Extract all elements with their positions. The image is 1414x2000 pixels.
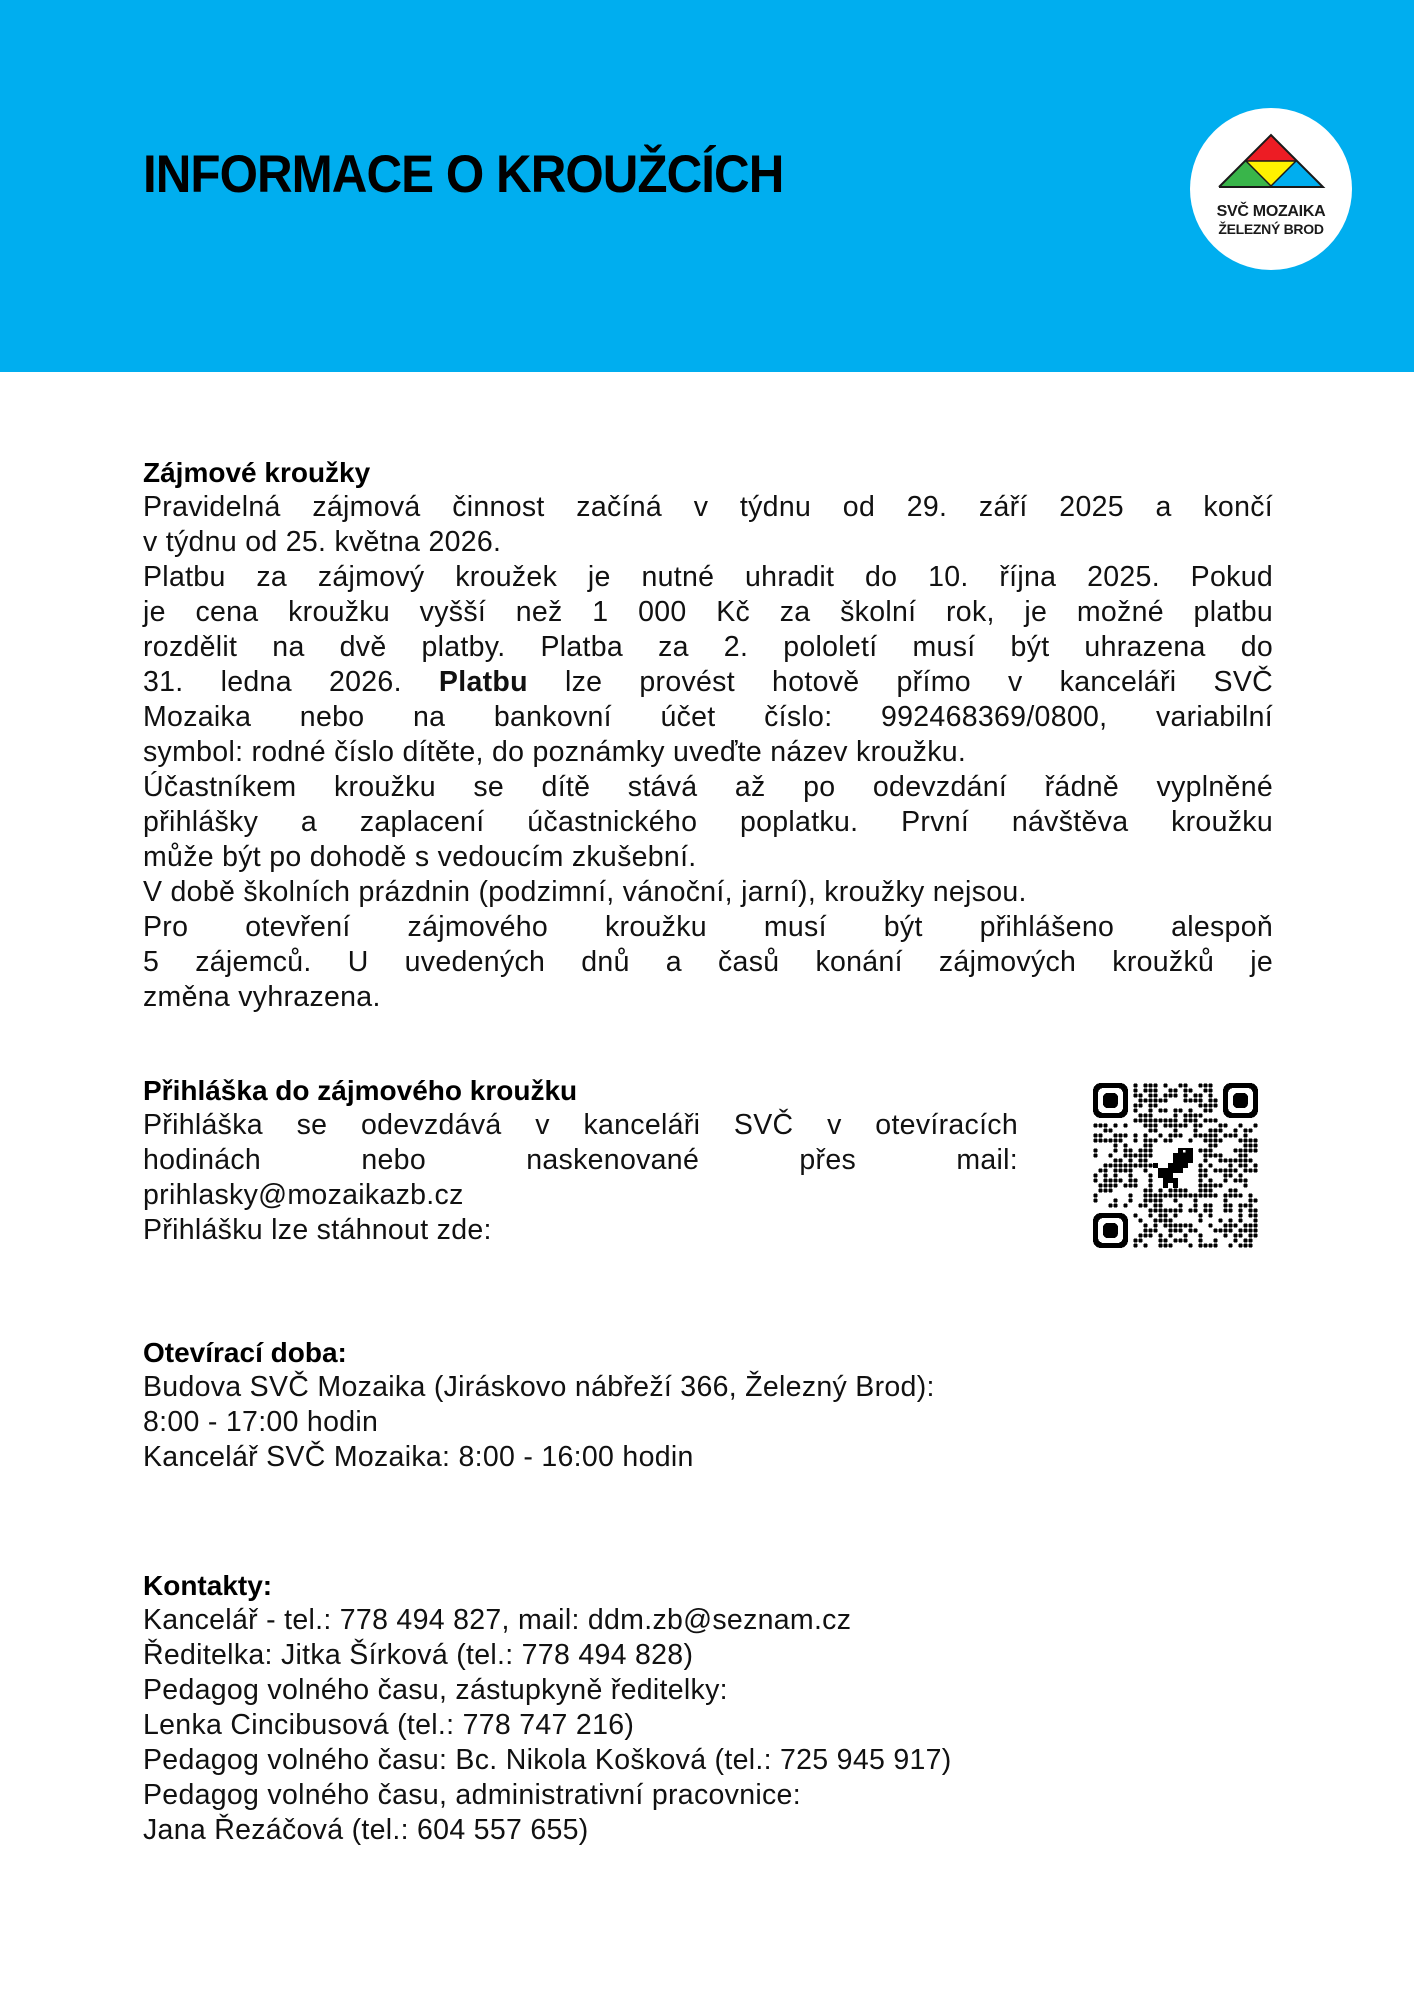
text-line: může být po dohodě s vedoucím zkušební. — [143, 841, 697, 873]
text-line: symbol: rodné číslo dítěte, do poznámky uveďte název kroužku. — [143, 736, 967, 768]
section-heading: Kontakty: — [143, 1570, 273, 1601]
section-body — [143, 1108, 1018, 1248]
section-zajmove-krouzky — [143, 455, 1273, 1015]
section-body — [143, 1603, 1273, 1848]
contact-line: Pedagog volného času, zástupkyně ředitelky: — [143, 1674, 728, 1706]
logo-name: SVČ MOZAIKA — [1216, 203, 1326, 220]
text-line: změna vyhrazena. — [143, 981, 381, 1013]
qr-code-graphic — [1093, 1083, 1258, 1248]
svc-mozaika-logo — [1190, 108, 1352, 270]
section-body — [143, 490, 1273, 1015]
contact-line: Jana Řezáčová (tel.: 604 557 655) — [143, 1814, 589, 1846]
section-heading: Otevírací doba: — [143, 1337, 347, 1368]
text-line: Přihlášku lze stáhnout zde: — [143, 1214, 492, 1246]
text-line: je cena kroužku vyšší než 1 000 Kč za školní rok, je možné platbu — [143, 596, 1273, 628]
contact-line: Ředitelka: Jitka Šírková (tel.: 778 494 828) — [143, 1639, 694, 1671]
section-oteviraci-doba — [143, 1335, 1273, 1475]
text-line: Pro otevření zájmového kroužku musí být přihlášeno alespoň — [143, 911, 1273, 943]
text-line: Účastníkem kroužku se dítě stává až po odevzdání řádně vyplněné — [143, 771, 1273, 803]
contact-line: Kancelář - tel.: 778 494 827, mail: ddm.zb@seznam.cz — [143, 1604, 852, 1636]
section-prihlaska — [143, 1073, 1018, 1248]
page-title: INFORMACE O KROUŽCÍCH — [143, 145, 784, 204]
logo-city: ŽELEZNÝ BROD — [1218, 221, 1324, 237]
header-banner — [0, 0, 1414, 372]
section-body — [143, 1370, 1273, 1475]
text-line: V době školních prázdnin (podzimní, vánoční, jarní), kroužky nejsou. — [143, 876, 1027, 908]
text-line: rozdělit na dvě platby. Platba za 2. pololetí musí být uhrazena do — [143, 631, 1273, 663]
section-kontakty — [143, 1568, 1273, 1848]
payment-deadline: 31. ledna 2026. — [143, 666, 402, 698]
text-line-payment — [143, 665, 1273, 700]
qr-code-icon[interactable] — [1093, 1083, 1258, 1248]
section-heading: Přihláška do zájmového kroužku — [143, 1075, 578, 1106]
text-line: Přihláška se odevzdává v kanceláři SVČ v otevíracích — [143, 1109, 1018, 1141]
text-line: hodinách nebo naskenované přes mail: — [143, 1144, 1018, 1176]
text-line: Budova SVČ Mozaika (Jiráskovo nábřeží 366, Železný Brod): — [143, 1371, 935, 1403]
text-line: přihlášky a zaplacení účastnického poplatku. První návštěva kroužku — [143, 806, 1273, 838]
email-link[interactable]: prihlasky@mozaikazb.cz — [143, 1179, 464, 1211]
payment-method: lze provést hotově přímo v kanceláři SVČ — [564, 666, 1274, 698]
text-line: Pravidelná zájmová činnost začíná v týdnu od 29. září 2025 a končí — [143, 491, 1273, 523]
logo-triangles-icon — [1190, 108, 1352, 270]
text-line: 5 zájemců. U uvedených dnů a časů konání zájmových kroužků je — [143, 946, 1273, 978]
contact-line: Pedagog volného času, administrativní pracovnice: — [143, 1779, 801, 1811]
text-line: 8:00 - 17:00 hodin — [143, 1406, 379, 1438]
text-line: Mozaika nebo na bankovní účet číslo: 992468369/0800, variabilní — [143, 701, 1273, 733]
contact-line: Lenka Cincibusová (tel.: 778 747 216) — [143, 1709, 635, 1741]
section-heading: Zájmové kroužky — [143, 457, 371, 488]
payment-bold-label: Platbu — [438, 666, 528, 698]
text-line: Kancelář SVČ Mozaika: 8:00 - 16:00 hodin — [143, 1441, 694, 1473]
text-line: v týdnu od 25. května 2026. — [143, 526, 502, 558]
text-line: Platbu za zájmový kroužek je nutné uhradit do 10. října 2025. Pokud — [143, 561, 1273, 593]
contact-line: Pedagog volného času: Bc. Nikola Košková (tel.: 725 945 917) — [143, 1744, 952, 1776]
